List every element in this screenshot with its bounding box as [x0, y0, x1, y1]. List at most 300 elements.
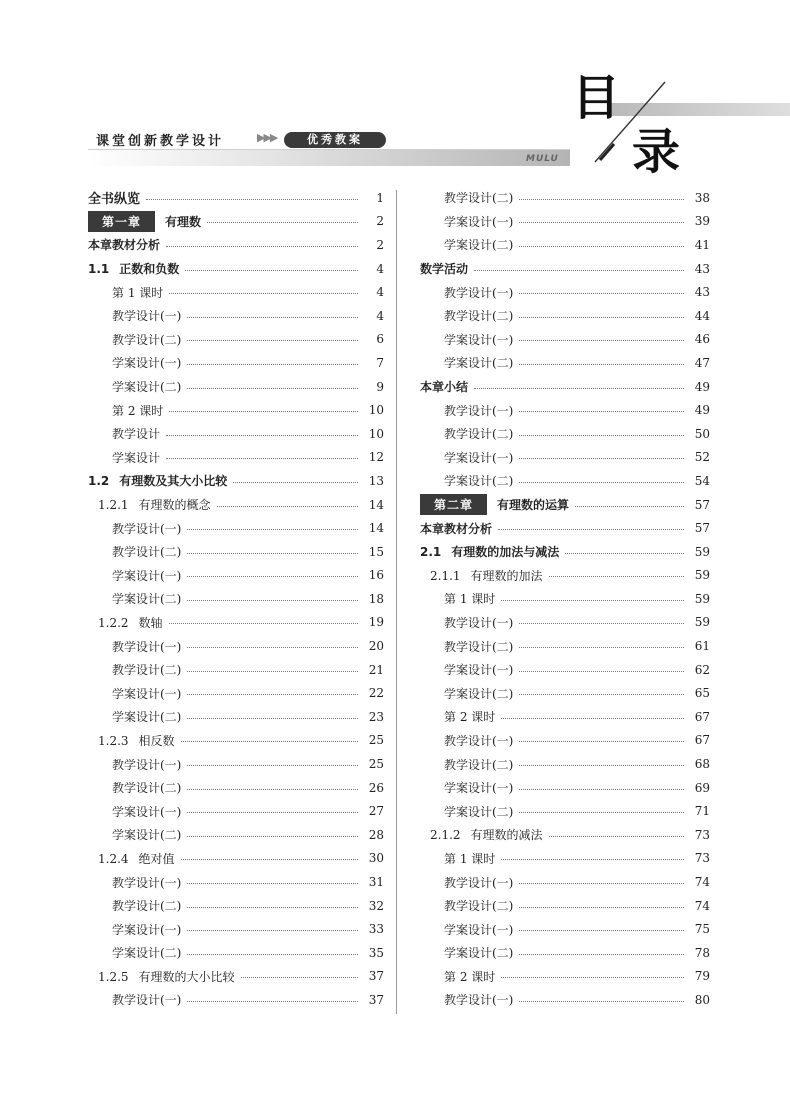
entry-title: 教学设计(二)	[444, 309, 514, 324]
toc-entry-label	[444, 307, 519, 324]
triple-arrow-icon: ▶▶▶	[257, 131, 277, 144]
toc-entry-label	[444, 449, 519, 466]
toc-entry-label	[112, 449, 166, 466]
page-number: 67	[694, 733, 710, 748]
toc-entry[interactable]	[88, 799, 384, 823]
toc-entry[interactable]	[420, 469, 710, 493]
page-number: 14	[368, 521, 384, 536]
toc-entry-label	[112, 567, 187, 584]
entry-title: 有理数的运算	[497, 498, 570, 513]
toc-entry[interactable]	[420, 776, 710, 800]
entry-title: 学案设计(二)	[444, 946, 514, 961]
page-number: 10	[368, 403, 384, 418]
toc-entry[interactable]	[420, 493, 710, 517]
entry-title: 本章小结	[420, 380, 469, 395]
page-number: 2	[376, 214, 384, 229]
toc-entry[interactable]	[420, 634, 710, 658]
entry-title: 有理数的加法与减法	[451, 545, 560, 560]
dot-leader	[519, 317, 684, 318]
entry-title: 教学设计(一)	[444, 993, 514, 1008]
dot-leader	[169, 411, 358, 412]
toc-entry[interactable]	[420, 917, 710, 941]
column-divider	[396, 190, 397, 1014]
toc-entry-label	[98, 850, 181, 867]
dot-leader	[187, 364, 358, 365]
dot-leader	[187, 765, 358, 766]
toc-entry-label	[112, 897, 187, 914]
entry-title: 学案设计(二)	[444, 804, 514, 819]
dot-leader	[519, 694, 684, 695]
dot-leader	[181, 859, 358, 860]
toc-entry[interactable]	[420, 328, 710, 352]
entry-title: 学案设计(二)	[112, 592, 182, 607]
entry-title: 学案设计(一)	[112, 356, 182, 371]
toc-entry[interactable]	[420, 280, 710, 304]
section-number: 2.1	[420, 545, 442, 560]
toc-entry[interactable]	[420, 894, 710, 918]
page-number: 59	[694, 544, 710, 559]
toc-entry-label	[112, 874, 187, 891]
entry-title: 教学设计(二)	[444, 757, 514, 772]
page-number: 18	[368, 591, 384, 606]
toc-entry[interactable]	[88, 516, 384, 540]
page-number: 27	[368, 804, 384, 819]
toc-entry[interactable]	[420, 304, 710, 328]
dot-leader	[146, 199, 358, 200]
dot-leader	[187, 388, 358, 389]
page-number: 59	[694, 568, 710, 583]
page-number: 9	[376, 379, 384, 394]
page-number: 35	[368, 945, 384, 960]
entry-title: 学案设计(二)	[112, 710, 182, 725]
toc-entry-label	[444, 472, 519, 489]
toc-entry-label	[112, 590, 187, 607]
toc-entry-label	[112, 520, 187, 537]
toc-entry-label	[112, 756, 187, 773]
entry-title: 学案设计(一)	[444, 450, 514, 465]
toc-entry[interactable]	[88, 705, 384, 729]
entry-title: 教学设计(一)	[112, 309, 182, 324]
toc-entry-label	[98, 496, 217, 513]
toc-entry[interactable]	[420, 233, 710, 257]
entry-title: 本章教材分析	[88, 238, 161, 253]
toc-entry-label	[112, 284, 169, 301]
section-number: 1.2.2	[98, 615, 129, 630]
toc-entry[interactable]	[420, 870, 710, 894]
entry-title: 教学设计(一)	[112, 875, 182, 890]
dot-leader	[519, 812, 684, 813]
toc-entry[interactable]	[88, 469, 384, 493]
toc-entry[interactable]	[420, 564, 710, 588]
toc-entry-label	[444, 850, 501, 867]
entry-title: 学案设计(二)	[444, 474, 514, 489]
toc-entry[interactable]	[88, 540, 384, 564]
dot-leader	[519, 765, 684, 766]
toc-entry-label	[444, 661, 519, 678]
entry-title: 教学设计(二)	[444, 427, 514, 442]
toc-entry-label	[112, 378, 187, 395]
toc-entry-label	[430, 826, 549, 843]
page-number: 65	[694, 686, 710, 701]
entry-title: 学案设计(一)	[444, 332, 514, 347]
entry-title: 绝对值	[138, 851, 175, 866]
toc-entry-label	[444, 779, 519, 796]
page-number: 19	[368, 615, 384, 630]
page-number: 47	[694, 355, 710, 370]
entry-title: 教学设计(二)	[112, 781, 182, 796]
toc-entry[interactable]	[88, 186, 384, 210]
dot-leader	[501, 859, 684, 860]
toc-entry-label	[444, 284, 519, 301]
toc-entry-label	[444, 402, 519, 419]
dot-leader	[187, 317, 358, 318]
toc-entry[interactable]	[420, 729, 710, 753]
page-number: 57	[694, 497, 710, 512]
dot-leader	[519, 222, 684, 223]
dot-leader	[166, 458, 358, 459]
toc-entry[interactable]	[420, 823, 710, 847]
page-number: 50	[694, 426, 710, 441]
toc-entry[interactable]	[420, 351, 710, 375]
entry-title: 第 2 课时	[444, 969, 496, 984]
dot-leader	[166, 246, 358, 247]
page-number: 7	[376, 355, 384, 370]
page-number: 4	[376, 261, 384, 276]
dot-leader	[519, 1001, 684, 1002]
toc-entry-label	[112, 425, 166, 442]
dot-leader	[169, 623, 358, 624]
toc-entry[interactable]	[420, 210, 710, 234]
toc-entry[interactable]	[88, 398, 384, 422]
page-number: 79	[694, 969, 710, 984]
dot-leader	[519, 907, 684, 908]
dot-leader	[474, 270, 684, 271]
entry-title: 学案设计(二)	[444, 686, 514, 701]
toc-entry-label	[112, 543, 187, 560]
toc-entry-label	[444, 944, 519, 961]
page-number: 61	[694, 639, 710, 654]
section-number: 1.2.5	[98, 969, 129, 984]
entry-title: 学案设计(一)	[112, 922, 182, 937]
toc-entry-label	[112, 803, 187, 820]
entry-title: 教学设计(一)	[444, 733, 514, 748]
toc-entry[interactable]	[420, 941, 710, 965]
toc-entry-label	[112, 307, 187, 324]
entry-title: 教学设计(二)	[444, 639, 514, 654]
section-number: 1.1	[88, 262, 110, 277]
dot-leader	[187, 671, 358, 672]
toc-left-column	[88, 186, 384, 1012]
toc-entry-label	[112, 661, 187, 678]
toc-entry[interactable]	[420, 965, 710, 989]
toc-entry-label	[444, 708, 501, 725]
toc-entry[interactable]	[88, 280, 384, 304]
dot-leader	[519, 458, 684, 459]
page-number: 15	[368, 544, 384, 559]
dot-leader	[519, 482, 684, 483]
entry-title: 学案设计(一)	[112, 804, 182, 819]
toc-entry[interactable]	[88, 965, 384, 989]
toc-entry[interactable]	[420, 540, 710, 564]
toc-entry[interactable]	[88, 351, 384, 375]
toc-entry[interactable]	[88, 257, 384, 281]
toc-entry[interactable]	[88, 917, 384, 941]
dot-leader	[519, 954, 684, 955]
toc-entry-label	[112, 402, 169, 419]
page-number: 30	[368, 851, 384, 866]
entry-title: 第 2 课时	[112, 403, 164, 418]
entry-title: 教学设计(二)	[112, 332, 182, 347]
entry-title: 学案设计	[112, 450, 161, 465]
page-number: 33	[368, 922, 384, 937]
page-number: 10	[368, 426, 384, 441]
page-number: 22	[368, 686, 384, 701]
toc-entry[interactable]	[420, 446, 710, 470]
entry-title: 有理数的大小比较	[138, 969, 235, 984]
toc-entry[interactable]	[88, 941, 384, 965]
toc-entry[interactable]	[88, 233, 384, 257]
page-number: 49	[694, 379, 710, 394]
toc-entry[interactable]	[88, 564, 384, 588]
dot-leader	[549, 576, 684, 577]
dot-leader	[166, 435, 358, 436]
toc-entry[interactable]	[88, 847, 384, 871]
toc-entry[interactable]	[88, 446, 384, 470]
dot-leader	[519, 623, 684, 624]
page-number: 80	[694, 992, 710, 1007]
toc-entry[interactable]	[88, 658, 384, 682]
entry-title: 有理数的减法	[470, 828, 543, 843]
page-number: 74	[694, 875, 710, 890]
dot-leader	[187, 789, 358, 790]
chapter-badge: 第一章	[88, 211, 155, 232]
toc-entry-label	[444, 189, 519, 206]
dot-leader	[549, 836, 684, 837]
toc-entry[interactable]	[420, 516, 710, 540]
header-band	[88, 150, 570, 166]
section-number: 1.2.3	[98, 733, 129, 748]
entry-title: 学案设计(一)	[444, 922, 514, 937]
toc-entry-label	[112, 944, 187, 961]
toc-entry[interactable]	[88, 988, 384, 1012]
entry-title: 第 2 课时	[444, 710, 496, 725]
dot-leader	[207, 222, 358, 223]
toc-entry[interactable]	[88, 752, 384, 776]
dot-leader	[575, 506, 684, 507]
page-number: 28	[368, 827, 384, 842]
entry-title: 正数和负数	[119, 262, 180, 277]
section-number: 1.2.4	[98, 851, 129, 866]
dot-leader	[217, 506, 358, 507]
dot-leader	[501, 600, 684, 601]
toc-entry[interactable]	[88, 422, 384, 446]
toc-entry[interactable]	[420, 752, 710, 776]
page-number: 37	[368, 969, 384, 984]
toc-entry[interactable]	[420, 587, 710, 611]
toc-entry-label	[420, 378, 474, 395]
toc-entry-label	[420, 520, 498, 537]
dot-leader	[187, 718, 358, 719]
page-number: 4	[376, 308, 384, 323]
dot-leader	[519, 364, 684, 365]
toc-entry-label	[112, 779, 187, 796]
dot-leader	[519, 411, 684, 412]
entry-title: 学案设计(一)	[112, 686, 182, 701]
dot-leader	[187, 883, 358, 884]
toc-entry[interactable]	[88, 611, 384, 635]
dot-leader	[185, 270, 358, 271]
toc-entry-label	[444, 236, 519, 253]
mulu-label: MULU	[526, 154, 559, 164]
entry-title: 有理数及其大小比较	[119, 474, 228, 489]
entry-title: 教学设计(二)	[112, 545, 182, 560]
dot-leader	[187, 812, 358, 813]
entry-title: 学案设计(一)	[112, 568, 182, 583]
toc-entry[interactable]	[88, 681, 384, 705]
page-number: 39	[694, 214, 710, 229]
toc-entry[interactable]	[420, 658, 710, 682]
entry-title: 数轴	[138, 615, 163, 630]
dot-leader	[474, 388, 684, 389]
page-number: 13	[368, 473, 384, 488]
toc-entry[interactable]	[420, 847, 710, 871]
dot-leader	[187, 930, 358, 931]
toc-entry[interactable]	[420, 257, 710, 281]
dot-leader	[519, 647, 684, 648]
entry-title: 教学设计	[112, 427, 161, 442]
entry-title: 本章教材分析	[420, 521, 493, 536]
toc-entry[interactable]	[88, 587, 384, 611]
page-number: 59	[694, 615, 710, 630]
page-number: 52	[694, 450, 710, 465]
toc-entry-label	[112, 991, 187, 1008]
toc-entry[interactable]	[420, 799, 710, 823]
dot-leader	[187, 694, 358, 695]
toc-entry[interactable]	[88, 776, 384, 800]
toc-entry[interactable]	[420, 681, 710, 705]
toc-entry-label	[444, 213, 519, 230]
entry-title: 数学活动	[420, 262, 469, 277]
dot-leader	[187, 529, 358, 530]
page-number: 74	[694, 898, 710, 913]
toc-right-column	[420, 186, 710, 1012]
entry-title: 有理数的加法	[470, 568, 543, 583]
toc-entry[interactable]	[420, 398, 710, 422]
toc-entry-label	[444, 756, 519, 773]
toc-entry[interactable]	[88, 634, 384, 658]
page-number: 12	[368, 450, 384, 465]
dot-leader	[187, 553, 358, 554]
toc-entry[interactable]	[420, 186, 710, 210]
page-number: 20	[368, 639, 384, 654]
dot-leader	[187, 576, 358, 577]
dot-leader	[501, 977, 684, 978]
dot-leader	[519, 671, 684, 672]
toc-entry[interactable]	[420, 422, 710, 446]
toc-entry-label	[444, 590, 501, 607]
page-number: 4	[376, 285, 384, 300]
toc-entry[interactable]	[88, 328, 384, 352]
entry-title: 第 1 课时	[444, 851, 496, 866]
dot-leader	[519, 340, 684, 341]
toc-entry-label	[444, 331, 519, 348]
entry-title: 全书纵览	[88, 192, 141, 208]
dot-leader	[519, 789, 684, 790]
page-number: 14	[368, 497, 384, 512]
entry-title: 教学设计(二)	[444, 191, 514, 206]
entry-title: 学案设计(二)	[444, 356, 514, 371]
entry-title: 教学设计(二)	[112, 663, 182, 678]
page-number: 67	[694, 709, 710, 724]
toc-entry-label	[112, 331, 187, 348]
toc-entry-label	[444, 897, 519, 914]
toc-entry[interactable]	[88, 729, 384, 753]
toc-entry-label	[88, 188, 146, 207]
entry-title: 学案设计(二)	[444, 238, 514, 253]
toc-entry[interactable]	[88, 894, 384, 918]
toc-entry-label	[98, 614, 169, 631]
toc-entry[interactable]	[88, 210, 384, 234]
entry-title: 学案设计(二)	[112, 828, 182, 843]
toc-entry-label	[497, 496, 575, 513]
toc-entry[interactable]	[420, 705, 710, 729]
page-title-char-2: 录	[632, 124, 681, 180]
entry-title: 第 1 课时	[444, 592, 496, 607]
toc-entry-label	[112, 354, 187, 371]
entry-title: 学案设计(一)	[444, 214, 514, 229]
page-number: 31	[368, 875, 384, 890]
page-number: 73	[694, 851, 710, 866]
page-number: 59	[694, 591, 710, 606]
toc-entry-label	[420, 260, 474, 277]
page-number: 44	[694, 308, 710, 323]
page-number: 69	[694, 780, 710, 795]
page-number: 26	[368, 780, 384, 795]
toc-entry-label	[444, 614, 519, 631]
entry-title: 学案设计(一)	[444, 663, 514, 678]
toc-entry-label	[88, 260, 185, 277]
entry-title: 教学设计(一)	[444, 875, 514, 890]
page-number: 41	[694, 237, 710, 252]
toc-entry-label	[444, 921, 519, 938]
toc-entry[interactable]	[88, 823, 384, 847]
entry-title: 教学设计(二)	[444, 899, 514, 914]
toc-entry-label	[444, 874, 519, 891]
page-number: 1	[376, 190, 384, 205]
toc-entry[interactable]	[88, 493, 384, 517]
toc-entry[interactable]	[88, 870, 384, 894]
page-number: 71	[694, 804, 710, 819]
toc-entry[interactable]	[88, 375, 384, 399]
page-number: 68	[694, 757, 710, 772]
dot-leader	[187, 340, 358, 341]
toc-entry-label	[444, 968, 501, 985]
page-number: 73	[694, 827, 710, 842]
entry-title: 教学设计(一)	[112, 757, 182, 772]
series-title: 课堂创新教学设计	[96, 134, 225, 149]
section-number: 2.1.1	[430, 568, 461, 583]
dot-leader	[181, 741, 358, 742]
toc-entry[interactable]	[420, 611, 710, 635]
toc-entry-label	[112, 826, 187, 843]
chapter-badge: 第二章	[420, 494, 487, 515]
toc-entry[interactable]	[88, 304, 384, 328]
toc-entry-label	[165, 213, 207, 230]
page-number: 25	[368, 733, 384, 748]
toc-entry[interactable]	[420, 375, 710, 399]
toc-entry[interactable]	[420, 988, 710, 1012]
toc-entry-label	[444, 354, 519, 371]
